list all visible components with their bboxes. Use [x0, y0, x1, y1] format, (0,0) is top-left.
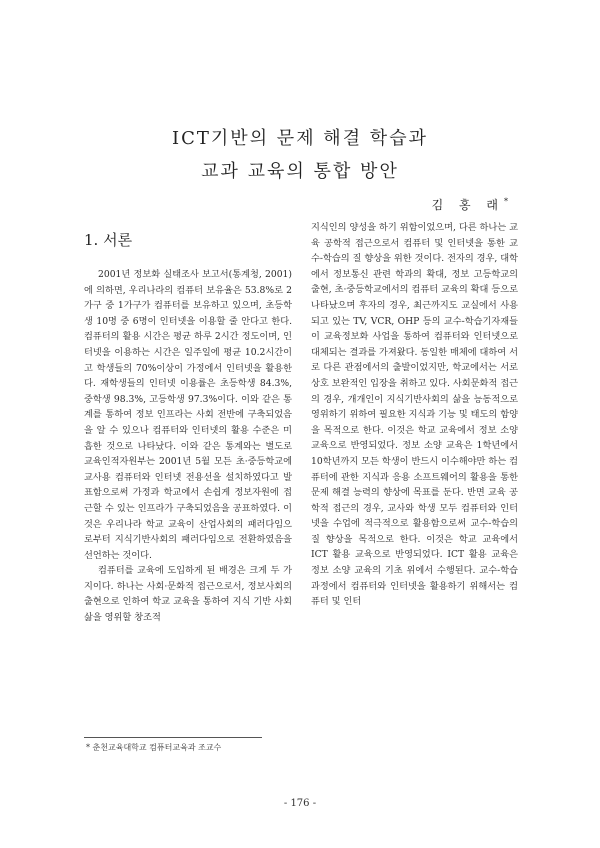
- section-heading: 1. 서론: [84, 231, 133, 249]
- author-name: [432, 196, 508, 213]
- footnote-divider: [84, 737, 262, 738]
- right-paragraph-1: 지식인의 양성을 하기 위함이었으며, 다른 하나는 교육 공학적 접근으로서 컴퓨터 및 인터넷을 통한 교수-학습의 질 향상을 위한 것이다. 전자의 경우, 대학에서 정보통신 관련 학과의 확대, 정보 고등학교의 출현, 초·중등학교에서의 컴퓨터 교육의 확대 등으로 나타났으며 후자의 경우, 최근까지도 교실에서 사용되고 있는 TV, VCR, OHP 등의 교수-학습기자재들이 교육정보화 사업을 통하여 컴퓨터와 인터넷으로 대체되는 결과를 가져왔다. 동일한 매체에 대하여 서로 다른 관점에서의 출발이었지만, 학교에서는 서로 상호 보완적인 입장을 취하고 있다. 사회문화적 접근의 경우, 개개인이 지식기반사회의 삶을 능동적으로 영위하기 위하여 필요한 지식과 기능 및 태도의 함양을 목적으로 한다. 이것은 학교 교육에서 정보 소양 교육으로 반영되었다. 정보 소양 교육은 1학년에서 10학년까지 모든 학생이 반드시 이수해야만 하는 컴퓨터에 관한 지식과 응용 소프트웨어의 활용을 통한 문제 해결 능력의 향상에 목표를 둔다. 반면 교육 공학적 접근의 경우, 교사와 학생 모두 컴퓨터와 인터넷을 수업에 적극적으로 활용함으로써 교수-학습의 질 향상을 목적으로 한다. 이것은 학교 교육에서 ICT 활용 교육으로 반영되었다. ICT 활용 교육은 정보 소양 교육의 기초 위에서 수행된다. 교수-학습 과정에서 컴퓨터와 인터넷을 활용하기 위해서는 컴퓨터 및 인터: [311, 222, 518, 608]
- paper-title-line-1: ICT기반의 문제 해결 학습과: [172, 128, 428, 149]
- author-name-text: 김 홍 래: [431, 198, 504, 212]
- paper-title-line-2: 교과 교육의 통합 방안: [201, 161, 399, 182]
- page-number: - 176 -: [283, 798, 317, 809]
- footnote: * 춘천교육대학교 컴퓨터교육과 조교수: [86, 743, 222, 752]
- left-paragraph-2: 컴퓨터를 교육에 도입하게 된 배경은 크게 두 가지이다. 하나는 사회·문화적 접근으로서, 정보사회의 출현으로 인하여 학교 교육을 통하여 지식 기반 사회 삶을 영위할 창조적: [84, 565, 292, 624]
- left-paragraph-1: 2001년 정보화 실태조사 보고서(통계청, 2001)에 의하면, 우리나라의 컴퓨터 보유율은 53.8%로 2가구 중 1가구가 컴퓨터를 보유하고 있으며, 초등학생 10명 중 6명이 인터넷을 이용할 줄 안다고 한다. 컴퓨터의 활용 시간은 평균 하루 2시간 정도이며, 인터넷을 이용하는 시간은 일주일에 평균 10.2시간이고 학생들의 70%이상이 가정에서 인터넷을 활용한다. 재학생들의 인터넷 이용률은 초등학생 84.3%, 중학생 98.3%, 고등학생 97.3%이다. 이와 같은 통계를 통하여 정보 인프라는 사회 전반에 구축되었음을 알 수 있으나 컴퓨터와 인터넷의 활용 수준은 미흡한 것으로 나타났다. 이와 같은 통계와는 별도로 교육인적자원부는 2001년 5월 모든 초·중등학교에 교사용 컴퓨터와 인터넷 전용선을 설치하였다고 발표함으로써 가정과 학교에서 손쉽게 정보자원에 접근할 수 있는 인프라가 구축되었음을 공표하였다. 이것은 우리나라 학교 교육이 산업사회의 패러다임으로부터 지식기반사회의 패러다임으로 전환하였음을 선언하는 것이다.: [84, 269, 292, 561]
- author-footnote-mark: *: [504, 197, 508, 206]
- left-column: [84, 267, 292, 626]
- right-column: [311, 220, 518, 610]
